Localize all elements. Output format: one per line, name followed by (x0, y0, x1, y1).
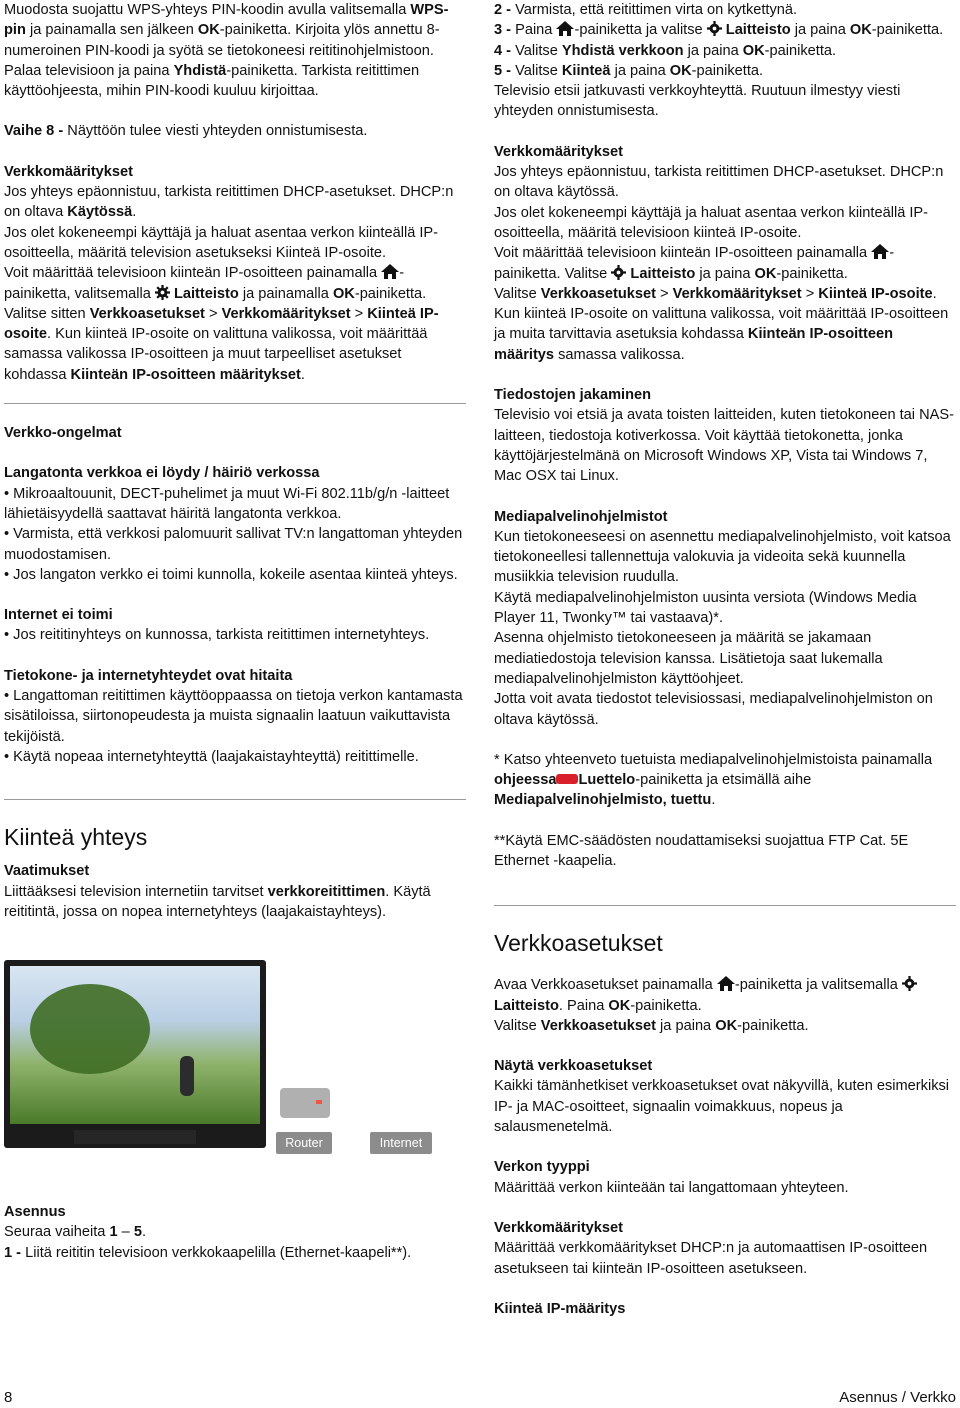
gear-icon (707, 21, 722, 36)
gear-icon (902, 976, 917, 991)
bullet-item: • Langattoman reitittimen käyttöoppaassa on tietoja verkon kantamasta sisätiloissa, siirtonopeudesta ja muista signaalin laatuun vaikuttavista tekijöistä. (4, 688, 463, 745)
bullet-item: • Mikroaaltouunit, DECT-puhelimet ja muut Wi-Fi 802.11b/g/n -laitteet lähietäisyydellä saattavat häiritä langatonta verkkoa. (4, 485, 450, 522)
network-config-text: Jos yhteys epäonnistuu, tarkista reitittimen DHCP-asetukset. DHCP:n on oltava Käytössä. (4, 184, 454, 221)
footer-section: Asennus / Verkko (839, 1389, 956, 1406)
subsection-heading: Kiinteä IP-määritys (494, 1300, 626, 1317)
subsection-heading: Internet ei toimi (4, 607, 113, 624)
home-icon (381, 264, 399, 279)
media-server-text: Jotta voit avata tiedostot televisiossasi, mediapalvelinohjelmiston on oltava käytössä. (494, 691, 933, 728)
subsection-heading: Verkkomääritykset (494, 1219, 623, 1236)
wps-pin-paragraph: Muodosta suojattu WPS-yhteys PIN-koodin avulla valitsemalla WPS-pin ja painamalla sen jälkeen OK-painiketta. Kirjoita ylös annettu 8-numeroinen PIN-koodi ja syötä se tietokoneesi reititinohjelmistoon. Palaa televisioon ja paina Yhdistä-painiketta. Tarkista reitittimen käyttöohjeesta, mihin PIN-koodi kuuluu kirjoittaa. (4, 2, 449, 100)
subsection-heading: Asennus (4, 1204, 66, 1221)
section-heading: Verkkomääritykset (4, 163, 133, 180)
subsection-heading: Vaatimukset (4, 863, 90, 880)
media-server-text: Kun tietokoneeseesi on asennettu mediapalvelinohjelmisto, voit katsoa tietokoneellesi tallennettuja valokuvia ja videoita sekä kuunnella musiikkia television ruudulla. (494, 528, 951, 586)
install-step: 5 - Valitse Kiinteä ja paina OK-painiketta. (494, 62, 764, 79)
home-icon (717, 976, 735, 991)
home-icon (871, 244, 889, 259)
network-config-text: Voit määrittää televisioon kiinteän IP-osoitteen painamalla -painiketta, valitsemalla Laitteisto ja painamalla OK-painiketta. Valitse sitten Verkkoasetukset > Verkkomääritykset > Kiinteä IP-osoite. Kun kiinteä IP-osoite on valittuna valikossa, voit määrittää samassa valikossa IP-osoitteen ja muut tarpeelliset asetukset kohdassa Kiinteän IP-osoitteen määritykset. (4, 265, 439, 383)
section-heading: Verkko-ongelmat (4, 425, 122, 442)
setting-description: Kaikki tämänhetkiset verkkoasetukset ovat näkyvillä, kuten esimerkiksi IP- ja MAC-osoitteet, signaalin voimakkuus, nopeus ja salausmenetelmä. (494, 1078, 950, 1136)
section-heading: Verkkomääritykset (494, 143, 623, 160)
gear-icon (611, 265, 626, 280)
setting-description: Määrittää verkon kiinteään tai langattomaan yhteyteen. (494, 1179, 849, 1196)
install-text: Televisio etsii jatkuvasti verkkoyhteyttä. Ruutuun ilmestyy viesti yhteyden onnistumisesta. (494, 83, 901, 120)
setting-description: Määrittää verkkomääritykset DHCP:n ja automaattisen IP-osoitteen asetukseen tai kiinteän IP-osoitteen asetukseen. (494, 1240, 928, 1277)
home-icon (556, 21, 574, 36)
network-settings-text: Avaa Verkkoasetukset painamalla -painiketta ja valitsemalla Laitteisto. Paina OK-painiketta. (494, 975, 956, 1016)
install-text: Seuraa vaiheita 1 – 5. (4, 1224, 147, 1241)
bullet-item: • Jos langaton verkko ei toimi kunnolla, kokeile asentaa kiinteä yhteys. (4, 566, 458, 583)
left-column (4, 0, 466, 1263)
network-config-text: Jos yhteys epäonnistuu, tarkista reitittimen DHCP-asetukset. DHCP:n on oltava käytössä. (494, 164, 944, 201)
network-settings-text: Valitse Verkkoasetukset ja paina OK-painiketta. (494, 1017, 809, 1034)
bullet-item: • Käytä nopeaa internetyhteyttä (laajakaistayhteyttä) reitittimelle. (4, 748, 419, 765)
tv-image (4, 960, 266, 1148)
router-image (280, 1088, 330, 1118)
bullet-item: • Jos reititinyhteys on kunnossa, tarkista reitittimen internetyhteys. (4, 627, 430, 644)
router-label: Router (276, 1132, 332, 1154)
footnote: * Katso yhteenveto tuetuista mediapalvelinohjelmistoista painamalla ohjeessa Luettelo-painiketta ja etsimällä aihe Mediapalvelinohjelmisto, tuettu. (494, 751, 933, 809)
footnote: **Käytä EMC-säädösten noudattamiseksi suojattua FTP Cat. 5E Ethernet -kaapelia. (494, 832, 909, 869)
section-heading: Tiedostojen jakaminen (494, 387, 652, 404)
requirements-text: Liittääksesi television internetiin tarvitset verkkoreitittimen. Käytä reititintä, jossa on nopea internetyhteys (laajakaistayhteys). (4, 883, 431, 920)
wired-connection-illustration (4, 960, 460, 1178)
red-button-icon (556, 774, 578, 784)
media-server-text: Asenna ohjelmisto tietokoneeseen ja määritä se jakamaan mediatiedostoja television kanssa. Lisätietoja saat lukemalla mediapalvelinohjelmiston käyttöohjeet. (494, 630, 883, 687)
page-number: 8 (4, 1389, 13, 1406)
media-server-text: Käytä mediapalvelinohjelmiston uusinta versiota (Windows Media Player 11, Twonky™ tai vastaava)*. (494, 589, 917, 627)
gear-icon (155, 285, 170, 300)
network-config-text: Voit määrittää televisioon kiinteän IP-osoitteen painamalla -painiketta. Valitse Laitteisto ja paina OK-painiketta. (494, 245, 895, 282)
subsection-heading: Verkon tyyppi (494, 1159, 590, 1176)
network-config-text: Jos olet kokeneempi käyttäjä ja haluat asentaa verkon kiinteällä IP-osoitteella, määritä televisioon kiinteä IP-osoite. (494, 204, 929, 241)
right-column (494, 0, 956, 1319)
internet-label: Internet (370, 1132, 432, 1154)
bullet-item: • Varmista, että verkkosi palomuurit sallivat TV:n langattoman yhteyden muodostamisen. (4, 526, 463, 563)
page-title: Kiinteä yhteys (4, 824, 148, 851)
step-8: Vaihe 8 - Näyttöön tulee viesti yhteyden onnistumisesta. (4, 123, 368, 140)
subsection-heading: Näytä verkkoasetukset (494, 1058, 653, 1075)
network-config-text: Jos olet kokeneempi käyttäjä ja haluat asentaa verkon kiinteällä IP-osoitteella, määritä television asetukseksi Kiinteä IP-osoite. (4, 224, 439, 261)
network-config-text: Valitse Verkkoasetukset > Verkkomääritykset > Kiinteä IP-osoite. Kun kiinteä IP-osoite on valittuna valikossa, voit määrittää IP-osoitteen ja muita tarvittavia asetuksia kohdassa Kiinteän IP-osoitteen määritys samassa valikossa. (494, 285, 949, 363)
subsection-heading: Langatonta verkkoa ei löydy / häiriö verkossa (4, 465, 320, 482)
subsection-heading: Tietokone- ja internetyhteydet ovat hitaita (4, 667, 293, 684)
install-step: 1 - Liitä reititin televisioon verkkokaapelilla (Ethernet-kaapeli**). (4, 1244, 412, 1261)
page-title: Verkkoasetukset (494, 930, 663, 957)
install-step: 3 - Paina -painiketta ja valitse Laitteisto ja paina OK-painiketta. (494, 22, 944, 39)
install-step: 4 - Valitse Yhdistä verkkoon ja paina OK-painiketta. (494, 42, 837, 59)
install-step: 2 - Varmista, että reitittimen virta on kytkettynä. (494, 2, 798, 18)
file-sharing-text: Televisio voi etsiä ja avata toisten laitteiden, kuten tietokoneen tai NAS-laitteen, tiedostoja kotiverkossa. Voit käyttää tietokonetta, jonka käyttöjärjestelmänä on Microsoft Windows XP, Vista tai Windows 7, Mac OSX tai Linux. (494, 407, 954, 485)
section-heading: Mediapalvelinohjelmistot (494, 508, 668, 525)
